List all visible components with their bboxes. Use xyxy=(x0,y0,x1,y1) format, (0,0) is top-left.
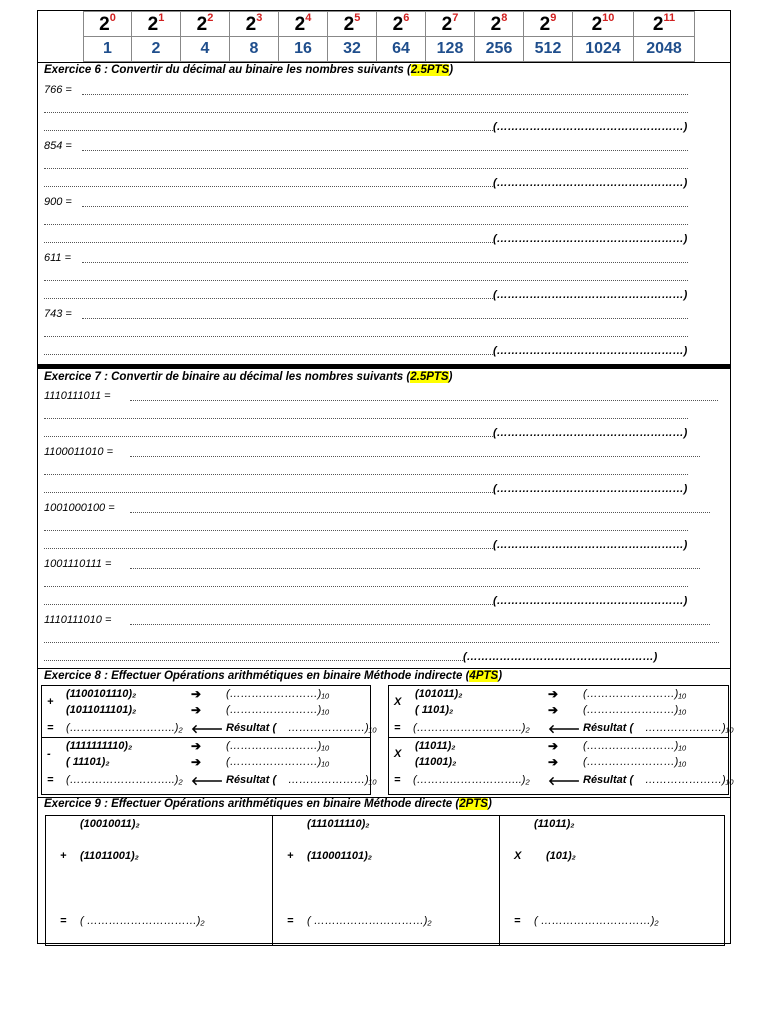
answer-input[interactable] xyxy=(44,660,463,661)
item-label: 766 = xyxy=(44,84,72,96)
answer-input[interactable] xyxy=(44,186,493,187)
power-cell: $2^8$ xyxy=(475,12,524,37)
value-cell: 16 xyxy=(279,37,328,62)
answer-input[interactable] xyxy=(44,642,719,643)
answer-input[interactable] xyxy=(44,604,493,605)
power-cell: $2^7$ xyxy=(426,12,475,37)
decimal-result-field[interactable]: …………………)₁₀ xyxy=(288,774,377,786)
operand-b: ( 11101)₂ xyxy=(66,756,110,768)
right-arrow-icon: ➔ xyxy=(191,703,202,717)
right-arrow-icon: ➔ xyxy=(191,687,202,701)
worksheet-page xyxy=(37,10,734,944)
value-cell: 4 xyxy=(181,37,230,62)
operand-a: (11011)₂ xyxy=(415,740,456,752)
equals-sign: = xyxy=(394,774,401,786)
answer-input[interactable] xyxy=(130,568,700,569)
conversion-field[interactable]: (……………………)₁₀ xyxy=(226,756,330,768)
operator-sign: + xyxy=(60,850,67,862)
operand-b: (110001101)₂ xyxy=(307,850,372,862)
power-cell: $2^5$ xyxy=(328,12,377,37)
operand-b: (11001)₂ xyxy=(415,756,457,768)
right-arrow-icon: ➔ xyxy=(548,687,559,701)
answer-input[interactable] xyxy=(130,456,700,457)
answer-input[interactable] xyxy=(44,168,688,169)
answer-input[interactable] xyxy=(44,280,688,281)
operator-sign: X xyxy=(394,696,402,708)
power-cell: $2^3$ xyxy=(230,12,279,37)
answer-input[interactable] xyxy=(44,224,688,225)
conversion-field[interactable]: (……………………)₁₀ xyxy=(226,688,330,700)
answer-input[interactable] xyxy=(44,354,493,355)
result-field[interactable]: (……………………………………………) xyxy=(493,289,688,301)
answer-input[interactable] xyxy=(44,474,688,475)
answer-input[interactable] xyxy=(130,624,710,625)
exercise-6-title: Exercice 6 : Convertir du décimal au binaire les nombres suivants (2.5PTS) xyxy=(44,64,454,76)
column-divider xyxy=(499,816,500,945)
answer-input[interactable] xyxy=(44,436,493,437)
operand-a: (11011)₂ xyxy=(534,818,575,830)
right-arrow-icon: ➔ xyxy=(548,703,559,717)
right-arrow-icon: ➔ xyxy=(191,739,202,753)
answer-input[interactable] xyxy=(44,530,688,531)
result-field[interactable]: (……………………………………………) xyxy=(493,595,688,607)
value-cell: 2 xyxy=(132,37,181,62)
conversion-field[interactable]: (……………………)₁₀ xyxy=(226,740,330,752)
conversion-field[interactable]: (……………………)₁₀ xyxy=(583,740,687,752)
equals-sign: = xyxy=(394,722,401,734)
operand-b: (1011011101)₂ xyxy=(66,704,137,716)
power-cell: $2^2$ xyxy=(181,12,230,37)
answer-input[interactable] xyxy=(44,548,493,549)
result-label: Résultat ( xyxy=(226,722,277,734)
thick-divider xyxy=(38,364,730,369)
decimal-result-field[interactable]: …………………)₁₀ xyxy=(645,722,734,734)
exercise-7-title: Exercice 7 : Convertir de binaire au décimal les nombres suivants (2.5PTS) xyxy=(44,371,453,383)
answer-input[interactable] xyxy=(44,130,493,131)
result-field[interactable]: (……………………………………………) xyxy=(463,651,658,663)
result-field[interactable]: (……………………………………………) xyxy=(493,233,688,245)
binary-result-field[interactable]: (………………………..)₂ xyxy=(413,722,530,734)
result-field[interactable]: ( …………………………)₂ xyxy=(307,915,432,927)
power-cell: $2^4$ xyxy=(279,12,328,37)
value-cell: 1024 xyxy=(573,37,634,62)
answer-input[interactable] xyxy=(44,112,688,113)
item-label: 854 = xyxy=(44,140,72,152)
operand-a: (101011)₂ xyxy=(415,688,463,700)
item-label: 743 = xyxy=(44,308,72,320)
power-cell: $2^6$ xyxy=(377,12,426,37)
left-arrow-icon: 🡐 xyxy=(548,722,581,736)
answer-input[interactable] xyxy=(130,400,718,401)
operand-a: (10010011)₂ xyxy=(80,818,140,830)
item-label: 900 = xyxy=(44,196,72,208)
binary-result-field[interactable]: (………………………..)₂ xyxy=(413,774,530,786)
item-label: 1100011010 = xyxy=(44,446,114,458)
equals-sign: = xyxy=(47,722,54,734)
operator-sign: + xyxy=(287,850,294,862)
operand-a: (111011110)₂ xyxy=(307,818,370,830)
decimal-result-field[interactable]: …………………)₁₀ xyxy=(645,774,734,786)
operator-sign: - xyxy=(47,748,51,760)
power-cell: $2^{10}$ xyxy=(573,12,634,37)
conversion-field[interactable]: (……………………)₁₀ xyxy=(583,688,687,700)
conversion-field[interactable]: (……………………)₁₀ xyxy=(226,704,330,716)
item-label: 1110111011 = xyxy=(44,390,111,402)
decimal-result-field[interactable]: …………………)₁₀ xyxy=(288,722,377,734)
answer-input[interactable] xyxy=(82,262,688,263)
result-field[interactable]: ( …………………………)₂ xyxy=(80,915,205,927)
right-arrow-icon: ➔ xyxy=(548,755,559,769)
conversion-field[interactable]: (……………………)₁₀ xyxy=(583,756,687,768)
exercise-9-title: Exercice 9 : Effectuer Opérations arithmétiques en binaire Méthode directe (2PTS) xyxy=(44,798,492,810)
operator-sign: X xyxy=(394,748,402,760)
value-cell: 8 xyxy=(230,37,279,62)
value-cell: 2048 xyxy=(634,37,695,62)
result-label: Résultat ( xyxy=(583,774,634,786)
result-field[interactable]: (……………………………………………) xyxy=(493,427,688,439)
operator-sign: X xyxy=(514,850,522,862)
answer-input[interactable] xyxy=(82,94,688,95)
left-arrow-icon: 🡐 xyxy=(191,774,224,788)
item-label: 1001110111 = xyxy=(44,558,112,570)
power-cell: $2^9$ xyxy=(524,12,573,37)
powers-row xyxy=(84,12,695,37)
operand-a: (1111111110)₂ xyxy=(66,740,133,752)
divider xyxy=(38,668,730,669)
result-field[interactable]: (……………………………………………) xyxy=(493,177,688,189)
result-label: Résultat ( xyxy=(583,722,634,734)
answer-input[interactable] xyxy=(130,512,710,513)
answer-input[interactable] xyxy=(44,418,688,419)
answer-input[interactable] xyxy=(44,242,493,243)
answer-input[interactable] xyxy=(44,336,688,337)
column-divider xyxy=(272,816,273,945)
value-cell: 512 xyxy=(524,37,573,62)
value-cell: 64 xyxy=(377,37,426,62)
answer-input[interactable] xyxy=(44,586,688,587)
left-arrow-icon: 🡐 xyxy=(548,774,581,788)
equals-sign: = xyxy=(287,915,294,927)
value-cell: 1 xyxy=(84,37,132,62)
item-label: 1110111010 = xyxy=(44,614,112,626)
exercise-8-title: Exercice 8 : Effectuer Opérations arithmétiques en binaire Méthode indirecte (4PTS) xyxy=(44,670,503,682)
value-cell: 128 xyxy=(426,37,475,62)
power-cell: $2^1$ xyxy=(132,12,181,37)
left-arrow-icon: 🡐 xyxy=(191,722,224,736)
operand-b: (101)₂ xyxy=(546,850,576,862)
right-arrow-icon: ➔ xyxy=(548,739,559,753)
powers-of-two-table xyxy=(83,11,695,62)
operand-a: (1100101110)₂ xyxy=(66,688,137,700)
power-cell: $2^{11}$ xyxy=(634,12,695,37)
power-cell: $2^0$ xyxy=(84,12,132,37)
operator-sign: + xyxy=(47,696,54,708)
answer-input[interactable] xyxy=(82,206,688,207)
result-field[interactable]: (……………………………………………) xyxy=(493,483,688,495)
divider xyxy=(38,62,730,63)
value-cell: 256 xyxy=(475,37,524,62)
item-label: 1001000100 = xyxy=(44,502,115,514)
equals-sign: = xyxy=(60,915,67,927)
equals-sign: = xyxy=(514,915,521,927)
operand-b: (11011001)₂ xyxy=(80,850,139,862)
values-row xyxy=(84,37,695,62)
right-arrow-icon: ➔ xyxy=(191,755,202,769)
result-label: Résultat ( xyxy=(226,774,277,786)
binary-result-field[interactable]: (………………………..)₂ xyxy=(66,722,183,734)
value-cell: 32 xyxy=(328,37,377,62)
equals-sign: = xyxy=(47,774,54,786)
answer-input[interactable] xyxy=(44,492,493,493)
answer-input[interactable] xyxy=(82,150,688,151)
conversion-field[interactable]: (……………………)₁₀ xyxy=(583,704,687,716)
binary-result-field[interactable]: (………………………..)₂ xyxy=(66,774,183,786)
operand-b: ( 1101)₂ xyxy=(415,704,454,716)
result-field[interactable]: ( …………………………)₂ xyxy=(534,915,659,927)
answer-input[interactable] xyxy=(44,298,493,299)
result-field[interactable]: (……………………………………………) xyxy=(493,539,688,551)
answer-input[interactable] xyxy=(82,318,688,319)
result-field[interactable]: (……………………………………………) xyxy=(493,345,688,357)
item-label: 611 = xyxy=(44,252,72,264)
result-field[interactable]: (……………………………………………) xyxy=(493,121,688,133)
